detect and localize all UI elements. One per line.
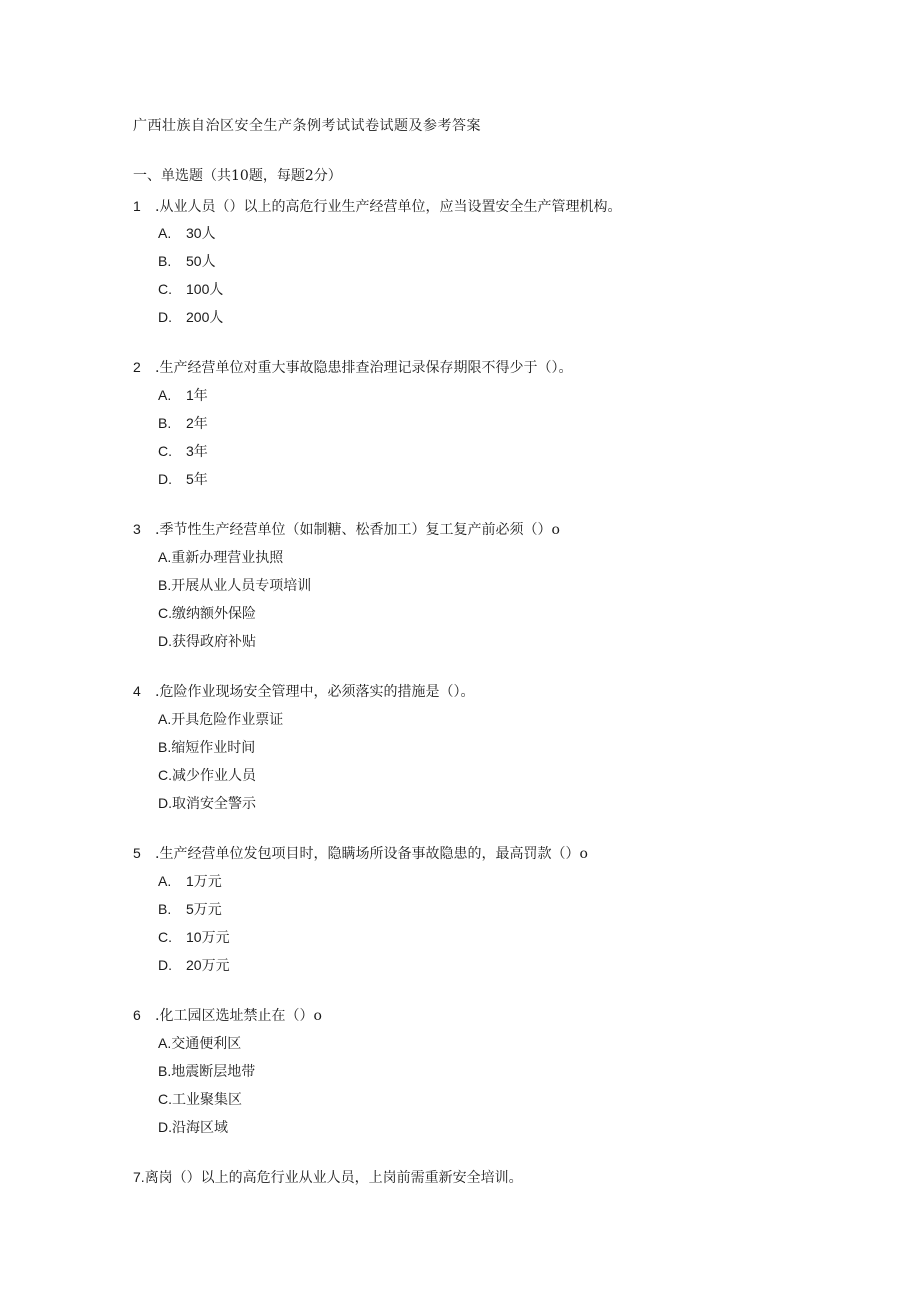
option-text: 沿海区域: [172, 1120, 228, 1136]
question-text: .从业人员（）以上的高危行业生产经营单位，应当设置安全生产管理机构。: [155, 199, 622, 215]
option-5d: [158, 955, 230, 975]
option-text: 50人: [186, 253, 216, 269]
option-text: 20万元: [186, 957, 230, 973]
option-letter: D.: [158, 795, 172, 811]
option-text: 获得政府补贴: [172, 634, 256, 650]
question-number: 3: [133, 521, 141, 537]
question-1: [133, 196, 621, 216]
option-text: 10万元: [186, 929, 230, 945]
option-text: 200人: [186, 309, 224, 325]
option-2a: [158, 385, 208, 405]
option-text: 1年: [186, 387, 208, 403]
option-letter: D.: [158, 1119, 172, 1135]
question-text: .生产经营单位对重大事故隐患排查治理记录保存期限不得少于（）。: [155, 360, 573, 376]
option-letter: A.: [158, 711, 172, 727]
option-4c: [158, 765, 256, 785]
document-title: 广西壮族自治区安全生产条例考试试卷试题及参考答案: [133, 118, 481, 134]
option-5a: [158, 871, 222, 891]
option-letter: C.: [158, 929, 172, 945]
option-6b: [158, 1061, 255, 1081]
option-text: 5万元: [186, 901, 222, 917]
option-text: 重新办理营业执照: [171, 550, 284, 566]
option-letter: C.: [158, 605, 172, 621]
option-letter: D.: [158, 633, 172, 649]
section-heading: 一、单选题（共10题，每题2分）: [133, 168, 342, 184]
question-text: .生产经营单位发包项目时，隐瞒场所设备事故隐患的，最高罚款（）o: [155, 846, 588, 862]
option-text: 开展从业人员专项培训: [171, 578, 312, 594]
option-letter: C.: [158, 767, 172, 783]
option-text: 工业聚集区: [172, 1092, 242, 1108]
option-3c: [158, 603, 256, 623]
option-6a: [158, 1033, 241, 1053]
option-text: 2年: [186, 415, 208, 431]
option-letter: D.: [158, 957, 172, 973]
option-3b: [158, 575, 311, 595]
option-letter: C.: [158, 1091, 172, 1107]
option-text: 交通便利区: [171, 1036, 242, 1052]
question-text: .危险作业现场安全管理中，必须落实的措施是（）。: [155, 684, 475, 700]
option-letter: D.: [158, 471, 172, 487]
option-text: 缴纳额外保险: [172, 606, 256, 622]
option-letter: B.: [158, 577, 172, 593]
option-letter: B.: [158, 1063, 172, 1079]
option-letter: A.: [158, 873, 172, 889]
option-4a: [158, 709, 283, 729]
option-5c: [158, 927, 230, 947]
option-letter: A.: [158, 1035, 172, 1051]
question-number: 6: [133, 1007, 141, 1023]
option-text: 缩短作业时间: [171, 740, 256, 756]
option-6d: [158, 1117, 228, 1137]
question-number: 1: [133, 198, 141, 214]
question-number: 4: [133, 683, 141, 699]
option-letter: D.: [158, 309, 172, 325]
question-text: 离岗（）以上的高危行业从业人员，上岗前需重新安全培训。: [144, 1170, 523, 1186]
option-text: 5年: [186, 471, 208, 487]
option-text: 30人: [186, 225, 216, 241]
question-number: 7.: [133, 1169, 145, 1185]
option-letter: B.: [158, 253, 172, 269]
option-letter: A.: [158, 225, 172, 241]
option-6c: [158, 1089, 242, 1109]
option-4b: [158, 737, 255, 757]
option-3d: [158, 631, 256, 651]
option-3a: [158, 547, 283, 567]
option-1b: [158, 251, 216, 271]
question-number: 2: [133, 359, 141, 375]
option-text: 100人: [186, 281, 224, 297]
question-6: [133, 1005, 322, 1025]
option-5b: [158, 899, 222, 919]
question-7: [133, 1167, 523, 1187]
option-1c: [158, 279, 223, 299]
option-letter: C.: [158, 443, 172, 459]
option-text: 地震断层地带: [171, 1064, 256, 1080]
option-text: 1万元: [186, 873, 222, 889]
option-text: 减少作业人员: [172, 768, 256, 784]
option-4d: [158, 793, 256, 813]
option-text: 3年: [186, 443, 208, 459]
option-letter: A.: [158, 387, 172, 403]
question-text: .化工园区选址禁止在（）o: [155, 1008, 322, 1024]
option-letter: B.: [158, 901, 172, 917]
option-letter: B.: [158, 739, 172, 755]
option-2b: [158, 413, 208, 433]
question-2: [133, 357, 572, 377]
question-5: [133, 843, 588, 863]
question-text: .季节性生产经营单位（如制糖、松香加工）复工复产前必须（）o: [155, 522, 560, 538]
option-letter: A.: [158, 549, 172, 565]
question-number: 5: [133, 845, 141, 861]
option-letter: C.: [158, 281, 172, 297]
question-4: [133, 681, 474, 701]
option-2c: [158, 441, 208, 461]
option-1a: [158, 223, 216, 243]
option-text: 开具危险作业票证: [171, 712, 284, 728]
option-letter: B.: [158, 415, 172, 431]
option-2d: [158, 469, 208, 489]
option-text: 取消安全警示: [172, 796, 256, 812]
option-1d: [158, 307, 223, 327]
question-3: [133, 519, 560, 539]
